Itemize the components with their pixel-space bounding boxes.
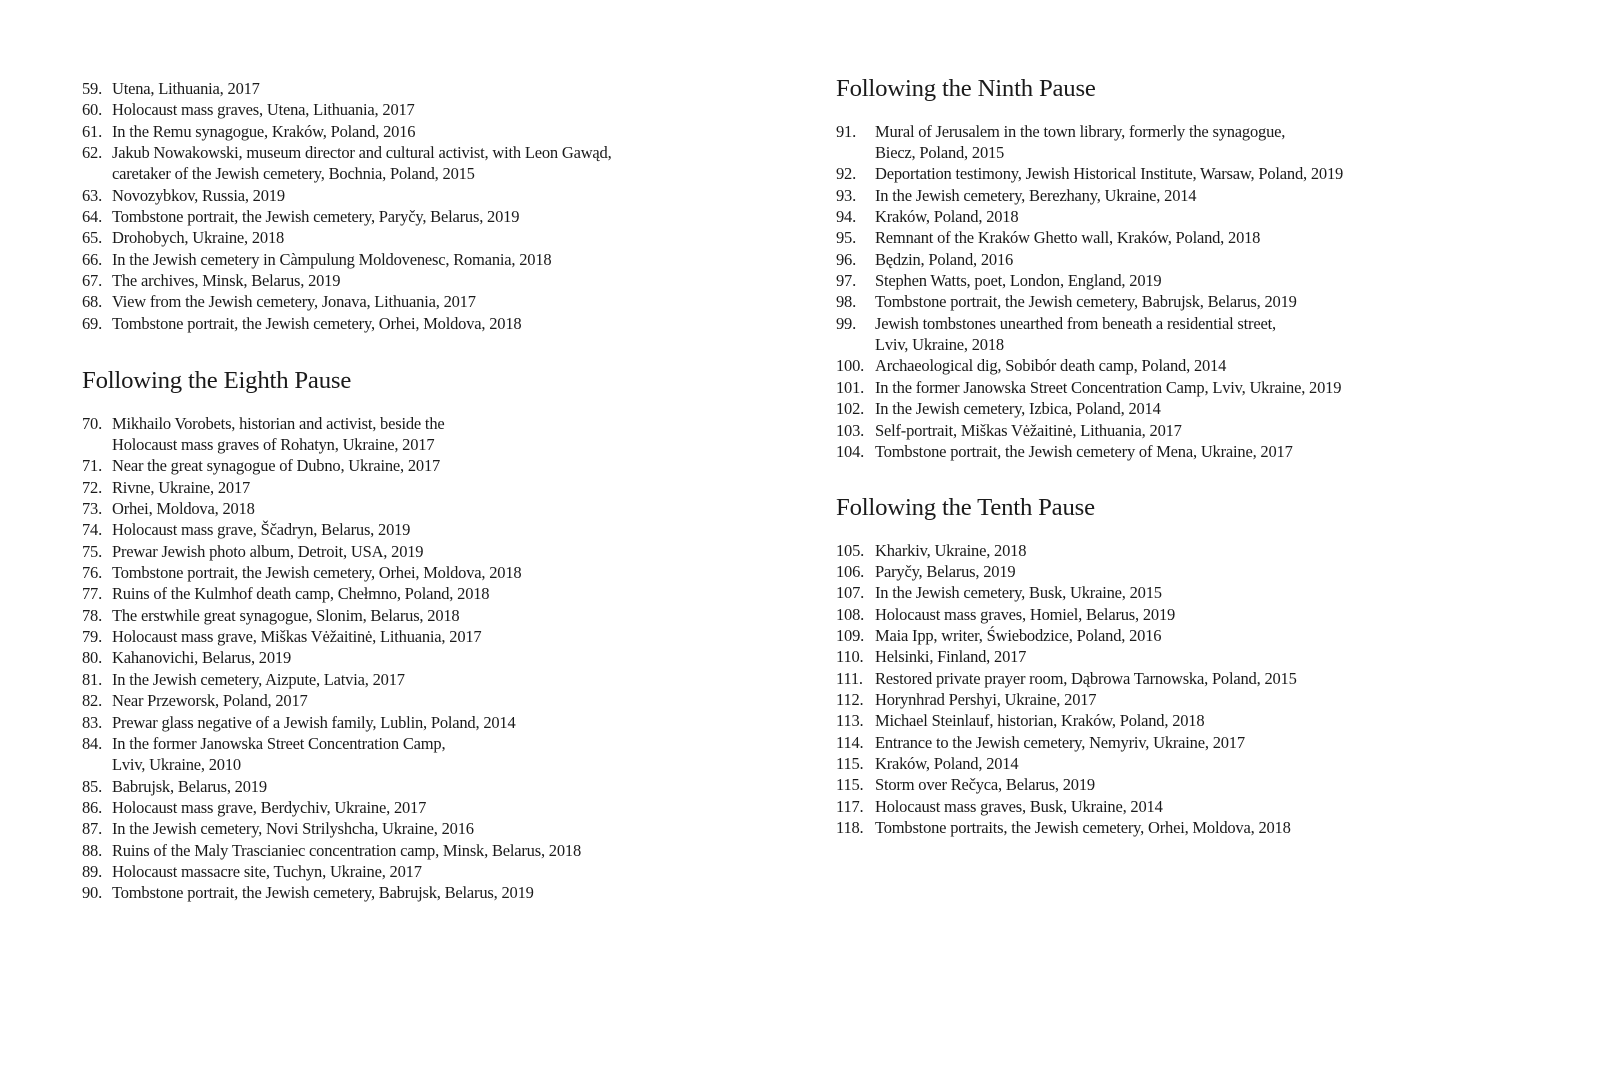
- entry-caption: [112, 227, 612, 248]
- caption-entry: [836, 732, 1297, 753]
- caption-entry: [836, 313, 1343, 356]
- entry-caption: [112, 733, 581, 776]
- section-heading-tenth: Following the Tenth Pause: [836, 494, 1095, 521]
- entry-caption: [112, 206, 612, 227]
- caption-entry: [82, 291, 612, 312]
- entry-caption: [875, 753, 1297, 774]
- caption-line: Self-portrait, Miškas Vėžaitinė, Lithuania, 2017: [875, 420, 1182, 440]
- caption-entry: [836, 689, 1297, 710]
- entry-number: 62.: [82, 143, 103, 163]
- caption-entry: [82, 313, 612, 334]
- caption-entry: [82, 733, 581, 776]
- caption-entry: [82, 477, 581, 498]
- caption-entry: [82, 690, 581, 711]
- caption-line: View from the Jewish cemetery, Jonava, Lithuania, 2017: [112, 292, 476, 312]
- caption-line: Tombstone portraits, the Jewish cemetery, Orhei, Moldova, 2018: [875, 818, 1291, 838]
- caption-entry: [836, 398, 1343, 419]
- caption-line: In the Jewish cemetery, Izbica, Poland, 2014: [875, 399, 1161, 419]
- caption-line: Tombstone portrait, the Jewish cemetery, Orhei, Moldova, 2018: [112, 563, 522, 583]
- entry-number: 59.: [82, 79, 103, 98]
- entry-number: 110.: [836, 647, 864, 667]
- caption-entry: [82, 455, 581, 476]
- caption-entry: [82, 270, 612, 291]
- caption-entry: [836, 774, 1297, 795]
- entry-number: 65.: [82, 228, 103, 248]
- caption-line: Drohobych, Ukraine, 2018: [112, 228, 285, 248]
- caption-entry: [82, 712, 581, 733]
- entry-number: 99.: [836, 313, 857, 333]
- caption-entry: [836, 441, 1343, 462]
- caption-line: Tombstone portrait, the Jewish cemetery, Paryčy, Belarus, 2019: [112, 207, 520, 227]
- entry-caption: [112, 185, 612, 206]
- entry-caption: [112, 519, 581, 540]
- section-heading-ninth: Following the Ninth Pause: [836, 75, 1096, 102]
- caption-line: Jewish tombstones unearthed from beneath a residential street,: [875, 313, 1276, 333]
- caption-entry: [836, 646, 1297, 667]
- entry-caption: [112, 818, 581, 839]
- entry-number: 108.: [836, 604, 865, 624]
- caption-line: Holocaust mass grave, Berdychiv, Ukraine, 2017: [112, 797, 427, 817]
- entry-number: 88.: [82, 840, 103, 860]
- entry-number: 76.: [82, 563, 103, 583]
- entry-caption: [875, 625, 1297, 646]
- caption-line: Rivne, Ukraine, 2017: [112, 477, 251, 497]
- caption-list-eighth: [82, 413, 581, 904]
- entry-number: 115.: [836, 775, 864, 795]
- caption-line: Holocaust massacre site, Tuchyn, Ukraine, 2017: [112, 861, 422, 881]
- entry-caption: [112, 99, 612, 120]
- caption-line: The archives, Minsk, Belarus, 2019: [112, 271, 341, 291]
- caption-line: Horynhrad Pershyi, Ukraine, 2017: [875, 690, 1097, 710]
- entry-caption: [112, 270, 612, 291]
- entry-caption: [875, 420, 1343, 441]
- caption-line: Remnant of the Kraków Ghetto wall, Kraków, Poland, 2018: [875, 228, 1261, 248]
- entry-caption: [875, 646, 1297, 667]
- caption-line: Near Przeworsk, Poland, 2017: [112, 691, 308, 711]
- caption-entry: [82, 776, 581, 797]
- caption-line: Kraków, Poland, 2018: [875, 207, 1019, 227]
- caption-line: Michael Steinlauf, historian, Kraków, Poland, 2018: [875, 711, 1205, 731]
- entry-number: 61.: [82, 121, 103, 141]
- entry-caption: [112, 861, 581, 882]
- entry-number: 104.: [836, 441, 865, 461]
- caption-line: Maia Ipp, writer, Świebodzice, Poland, 2016: [875, 626, 1162, 646]
- entry-caption: [875, 249, 1343, 270]
- caption-line: Holocaust mass graves, Homiel, Belarus, 2019: [875, 604, 1176, 624]
- entry-caption: [875, 732, 1297, 753]
- entry-caption: [112, 121, 612, 142]
- entry-caption: [112, 249, 612, 270]
- caption-line: Holocaust mass graves of Rohatyn, Ukraine, 2017: [112, 435, 435, 455]
- entry-number: 93.: [836, 185, 857, 205]
- caption-entry: [82, 498, 581, 519]
- caption-entry: [836, 753, 1297, 774]
- caption-entry: [82, 583, 581, 604]
- caption-line: Mural of Jerusalem in the town library, formerly the synagogue,: [875, 121, 1286, 141]
- entry-number: 115.: [836, 754, 864, 774]
- entry-caption: [875, 796, 1297, 817]
- caption-line: In the former Janowska Street Concentration Camp,: [112, 733, 446, 753]
- entry-caption: [875, 774, 1297, 795]
- entry-caption: [875, 668, 1297, 689]
- caption-line: Prewar Jewish photo album, Detroit, USA, 2019: [112, 541, 424, 561]
- caption-line: Archaeological dig, Sobibór death camp, Poland, 2014: [875, 356, 1227, 376]
- caption-line: Tombstone portrait, the Jewish cemetery, Orhei, Moldova, 2018: [112, 313, 522, 333]
- caption-list-tenth: [836, 540, 1297, 839]
- entry-number: 117.: [836, 796, 864, 816]
- caption-entry: [82, 541, 581, 562]
- caption-line: The erstwhile great synagogue, Slonim, Belarus, 2018: [112, 605, 460, 625]
- entry-number: 102.: [836, 399, 865, 419]
- caption-entry: [836, 420, 1343, 441]
- caption-line: Tombstone portrait, the Jewish cemetery, Babrujsk, Belarus, 2019: [875, 292, 1297, 312]
- entry-number: 92.: [836, 164, 857, 184]
- entry-number: 95.: [836, 228, 857, 248]
- entry-caption: [875, 313, 1343, 356]
- caption-entry: [82, 626, 581, 647]
- caption-list-ninth: [836, 121, 1343, 463]
- entry-caption: [112, 882, 581, 903]
- caption-line: Entrance to the Jewish cemetery, Nemyriv, Ukraine, 2017: [875, 732, 1245, 752]
- caption-line: In the Jewish cemetery, Busk, Ukraine, 2015: [875, 583, 1162, 603]
- caption-entry: [836, 206, 1343, 227]
- caption-line: Holocaust mass graves, Busk, Ukraine, 2014: [875, 796, 1163, 816]
- caption-entry: [82, 605, 581, 626]
- entry-number: 72.: [82, 477, 103, 497]
- entry-number: 118.: [836, 818, 864, 838]
- caption-entry: [836, 710, 1297, 731]
- caption-line: caretaker of the Jewish cemetery, Bochnia, Poland, 2015: [112, 164, 475, 184]
- caption-entry: [82, 669, 581, 690]
- caption-line: Helsinki, Finland, 2017: [875, 647, 1027, 667]
- caption-line: Utena, Lithuania, 2017: [112, 79, 260, 98]
- entry-caption: [112, 562, 581, 583]
- caption-line: Orhei, Moldova, 2018: [112, 499, 255, 519]
- caption-entry: [836, 163, 1343, 184]
- caption-entry: [836, 377, 1343, 398]
- entry-number: 83.: [82, 712, 103, 732]
- caption-entry: [836, 270, 1343, 291]
- entry-number: 82.: [82, 691, 103, 711]
- entry-caption: [875, 206, 1343, 227]
- caption-entry: [836, 796, 1297, 817]
- section-heading-eighth: Following the Eighth Pause: [82, 367, 352, 394]
- entry-number: 90.: [82, 883, 103, 903]
- caption-line: Paryčy, Belarus, 2019: [875, 562, 1016, 582]
- entry-number: 98.: [836, 292, 857, 312]
- entry-caption: [112, 498, 581, 519]
- caption-list-top: [82, 78, 612, 334]
- entry-number: 80.: [82, 648, 103, 668]
- entry-number: 66.: [82, 249, 103, 269]
- entry-caption: [112, 541, 581, 562]
- caption-entry: [82, 882, 581, 903]
- caption-line: Ruins of the Maly Trascianiec concentration camp, Minsk, Belarus, 2018: [112, 840, 581, 860]
- entry-caption: [112, 291, 612, 312]
- entry-number: 86.: [82, 797, 103, 817]
- caption-line: In the Jewish cemetery in Càmpulung Moldovenesc, Romania, 2018: [112, 249, 552, 269]
- entry-number: 85.: [82, 776, 103, 796]
- caption-entry: [82, 78, 612, 99]
- entry-caption: [112, 647, 581, 668]
- entry-number: 77.: [82, 584, 103, 604]
- caption-entry: [82, 121, 612, 142]
- caption-entry: [836, 561, 1297, 582]
- caption-entry: [836, 540, 1297, 561]
- entry-caption: [112, 840, 581, 861]
- caption-line: In the Remu synagogue, Kraków, Poland, 2016: [112, 121, 416, 141]
- entry-caption: [112, 583, 581, 604]
- entry-caption: [112, 776, 581, 797]
- caption-entry: [82, 413, 581, 456]
- entry-caption: [875, 355, 1343, 376]
- entry-number: 81.: [82, 669, 103, 689]
- entry-caption: [875, 561, 1297, 582]
- caption-line: Będzin, Poland, 2016: [875, 249, 1014, 269]
- caption-entry: [836, 668, 1297, 689]
- entry-caption: [112, 477, 581, 498]
- caption-line: Prewar glass negative of a Jewish family, Lublin, Poland, 2014: [112, 712, 516, 732]
- caption-line: In the Jewish cemetery, Berezhany, Ukraine, 2014: [875, 185, 1197, 205]
- caption-line: Restored private prayer room, Dąbrowa Tarnowska, Poland, 2015: [875, 668, 1297, 688]
- caption-entry: [82, 840, 581, 861]
- caption-line: Near the great synagogue of Dubno, Ukraine, 2017: [112, 456, 441, 476]
- entry-number: 106.: [836, 562, 865, 582]
- caption-line: Kraków, Poland, 2014: [875, 754, 1019, 774]
- entry-caption: [875, 398, 1343, 419]
- caption-line: In the former Janowska Street Concentration Camp, Lviv, Ukraine, 2019: [875, 377, 1342, 397]
- caption-line: In the Jewish cemetery, Aizpute, Latvia, 2017: [112, 669, 405, 689]
- caption-line: Jakub Nowakowski, museum director and cultural activist, with Leon Gawąd,: [112, 143, 612, 163]
- caption-entry: [836, 625, 1297, 646]
- entry-caption: [875, 441, 1343, 462]
- entry-number: 63.: [82, 185, 103, 205]
- entry-number: 71.: [82, 456, 103, 476]
- caption-line: Deportation testimony, Jewish Historical Institute, Warsaw, Poland, 2019: [875, 164, 1344, 184]
- entry-caption: [112, 626, 581, 647]
- caption-entry: [836, 291, 1343, 312]
- caption-line: In the Jewish cemetery, Novi Strilyshcha, Ukraine, 2016: [112, 819, 474, 839]
- entry-number: 79.: [82, 627, 103, 647]
- entry-number: 97.: [836, 271, 857, 291]
- entry-number: 100.: [836, 356, 865, 376]
- caption-entry: [82, 249, 612, 270]
- entry-caption: [875, 817, 1297, 838]
- section-ninth-pause: [836, 75, 1344, 462]
- entry-caption: [875, 185, 1343, 206]
- entry-number: 67.: [82, 271, 103, 291]
- entry-number: 68.: [82, 292, 103, 312]
- entry-caption: [112, 712, 581, 733]
- caption-entry: [82, 818, 581, 839]
- caption-line: Tombstone portrait, the Jewish cemetery, Babrujsk, Belarus, 2019: [112, 883, 534, 903]
- entry-caption: [875, 121, 1343, 164]
- entry-caption: [875, 270, 1343, 291]
- caption-entry: [82, 562, 581, 583]
- caption-line: Stephen Watts, poet, London, England, 2019: [875, 271, 1162, 291]
- entry-number: 73.: [82, 499, 103, 519]
- entry-number: 107.: [836, 583, 865, 603]
- entry-number: 113.: [836, 711, 864, 731]
- caption-line: Kharkiv, Ukraine, 2018: [875, 540, 1027, 560]
- caption-entry: [836, 227, 1343, 248]
- entry-caption: [112, 78, 612, 99]
- entry-number: 94.: [836, 207, 857, 227]
- caption-entry: [82, 142, 612, 185]
- entry-number: 105.: [836, 540, 865, 560]
- caption-line: Lviv, Ukraine, 2018: [875, 335, 1004, 355]
- caption-entry: [836, 817, 1297, 838]
- entry-number: 101.: [836, 377, 865, 397]
- caption-line: Mikhailo Vorobets, historian and activist, beside the: [112, 413, 445, 433]
- entry-number: 75.: [82, 541, 103, 561]
- entry-caption: [875, 377, 1343, 398]
- entry-caption: [875, 604, 1297, 625]
- caption-line: Holocaust mass graves, Utena, Lithuania, 2017: [112, 100, 415, 120]
- caption-entry: [82, 99, 612, 120]
- caption-line: Kahanovichi, Belarus, 2019: [112, 648, 292, 668]
- caption-line: Holocaust mass grave, Miškas Vėžaitinė, Lithuania, 2017: [112, 627, 482, 647]
- entry-number: 96.: [836, 249, 857, 269]
- entry-caption: [875, 540, 1297, 561]
- entry-caption: [112, 455, 581, 476]
- entry-caption: [112, 605, 581, 626]
- caption-entry: [82, 185, 612, 206]
- caption-line: Storm over Rečyca, Belarus, 2019: [875, 775, 1095, 795]
- entry-number: 91.: [836, 121, 857, 141]
- caption-line: Biecz, Poland, 2015: [875, 143, 1005, 163]
- entry-caption: [875, 689, 1297, 710]
- caption-entry: [82, 861, 581, 882]
- caption-entry: [82, 206, 612, 227]
- entry-number: 84.: [82, 733, 103, 753]
- caption-entry: [836, 121, 1343, 164]
- caption-line: Ruins of the Kulmhof death camp, Chełmno, Poland, 2018: [112, 584, 490, 604]
- caption-line: Lviv, Ukraine, 2010: [112, 755, 241, 775]
- section-tenth-pause: [836, 494, 1297, 839]
- entry-number: 78.: [82, 605, 103, 625]
- entry-number: 111.: [836, 668, 863, 688]
- entry-number: 89.: [82, 861, 103, 881]
- entry-number: 70.: [82, 413, 103, 433]
- entry-number: 64.: [82, 207, 103, 227]
- entry-caption: [112, 669, 581, 690]
- entry-caption: [875, 163, 1343, 184]
- caption-entry: [836, 604, 1297, 625]
- entry-caption: [875, 291, 1343, 312]
- caption-entry: [836, 355, 1343, 376]
- entry-number: 74.: [82, 520, 103, 540]
- entry-number: 109.: [836, 626, 865, 646]
- caption-line: Holocaust mass grave, Ščadryn, Belarus, 2019: [112, 520, 411, 540]
- caption-entry: [836, 582, 1297, 603]
- entry-number: 114.: [836, 732, 864, 752]
- entry-caption: [112, 313, 612, 334]
- entry-number: 103.: [836, 420, 865, 440]
- entry-caption: [112, 797, 581, 818]
- section-eighth-pause: [82, 367, 581, 904]
- caption-entry: [82, 797, 581, 818]
- entry-caption: [875, 582, 1297, 603]
- entry-caption: [112, 142, 612, 185]
- entry-caption: [112, 413, 581, 456]
- caption-entry: [82, 647, 581, 668]
- caption-entry: [836, 249, 1343, 270]
- caption-line: Babrujsk, Belarus, 2019: [112, 776, 267, 796]
- entry-number: 112.: [836, 690, 864, 710]
- entry-caption: [875, 710, 1297, 731]
- caption-entry: [82, 227, 612, 248]
- entry-caption: [875, 227, 1343, 248]
- caption-line: Tombstone portrait, the Jewish cemetery of Mena, Ukraine, 2017: [875, 441, 1293, 461]
- caption-line: Novozybkov, Russia, 2019: [112, 185, 285, 205]
- entry-number: 87.: [82, 819, 103, 839]
- entry-number: 69.: [82, 313, 103, 333]
- entry-caption: [112, 690, 581, 711]
- caption-entry: [836, 185, 1343, 206]
- entry-number: 60.: [82, 100, 103, 120]
- caption-entry: [82, 519, 581, 540]
